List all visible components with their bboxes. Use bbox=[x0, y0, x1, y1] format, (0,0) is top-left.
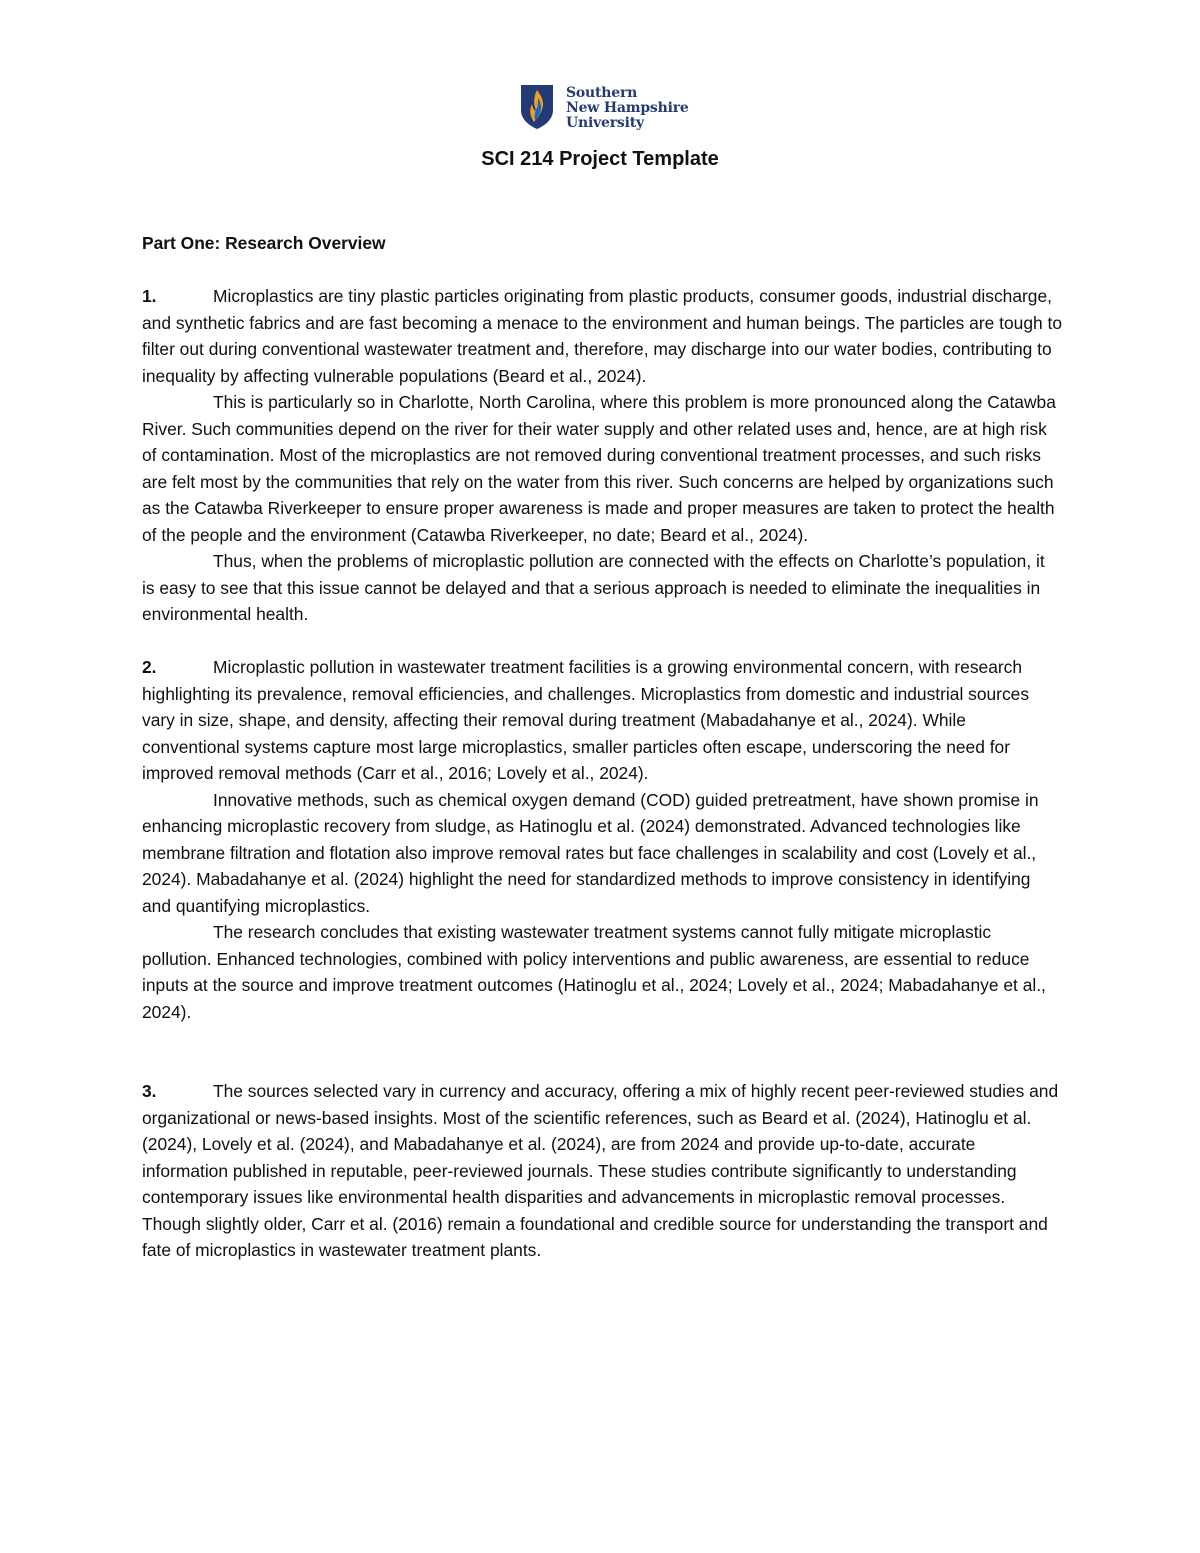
document-title: SCI 214 Project Template bbox=[481, 148, 719, 170]
part-one-heading: Part One: Research Overview bbox=[142, 233, 386, 253]
logo-line-3: University bbox=[566, 115, 644, 131]
section-2-paragraph-2: Innovative methods, such as chemical oxygen demand (COD) guided pretreatment, have shown promise in enhancing microplastic recovery from sludge, as Hatinoglu et al. (2024) demonstrated. Advanced technologies like membrane filtration and flotation also improve removal rates but face challenges in scalability and cost (Lovely et al., 2024). Mabadahanye et al. (2024) highlight the need for standardized methods to improve consistency in identifying and quantifying microplastics. bbox=[142, 789, 1039, 916]
section-3-paragraph-1 bbox=[142, 1078, 1062, 1264]
shield-flame-icon bbox=[520, 84, 554, 130]
paragraph-text: Microplastic pollution in wastewater treatment facilities is a growing environmental concern, with research highlighting its prevalence, removal efficiencies, and challenges. Microplastics from domestic and industrial sources vary in size, shape, and density, affecting their removal during treatment (Mabadahanye et al., 2024). While conventional systems capture most large microplastics, smaller particles often escape, underscoring the need for improved removal methods (Carr et al., 2016; Lovely et al., 2024). bbox=[142, 657, 1030, 783]
section-number: 3. bbox=[142, 1081, 157, 1101]
paragraph-text: The sources selected vary in currency and accuracy, offering a mix of highly recent peer-reviewed studies and organizational or news-based insights. Most of the scientific references, such as Beard et al. (2024), Hatinoglu et al. (2024), Lovely et al. (2024), and Mabadahanye et al. (2024), are from 2024 and provide up-to-date, accurate information published in reputable, peer-reviewed journals. These studies contribute significantly to understanding contemporary issues like environmental health disparities and advancements in microplastic removal processes. Though slightly older, Carr et al. (2016) remain a foundational and credible source for understanding the transport and fate of microplastics in wastewater treatment plants. bbox=[142, 1081, 1059, 1260]
logo-wordmark bbox=[566, 86, 689, 131]
section-number: 1. bbox=[142, 286, 157, 306]
logo-line-2: New Hampshire bbox=[566, 100, 689, 116]
section-2-paragraph-3: The research concludes that existing wastewater treatment systems cannot fully mitigate microplastic pollution. Enhanced technologies, combined with policy interventions and public awareness, are essential to reduce inputs at the source and improve treatment outcomes (Hatinoglu et al., 2024; Lovely et al., 2024; Mabadahanye et al., 2024). bbox=[142, 922, 1046, 1022]
paragraph-text: Microplastics are tiny plastic particles originating from plastic products, consumer goods, industrial discharge, and synthetic fabrics and are fast becoming a menace to the environment and human beings. The particles are tough to filter out during conventional wastewater treatment and, therefore, may discharge into our water bodies, contributing to inequality by affecting vulnerable populations (Beard et al., 2024). bbox=[142, 286, 1063, 386]
section-number: 2. bbox=[142, 657, 157, 677]
section-1-paragraph-2: This is particularly so in Charlotte, North Carolina, where this problem is more pronounced along the Catawba River. Such communities depend on the river for their water supply and other related uses and, hence, are at high risk of contamination. Most of the microplastics are not removed during conventional treatment processes, and such risks are felt most by the communities that rely on the water from this river. Such concerns are helped by organizations such as the Catawba Riverkeeper to ensure proper awareness is made and proper measures are taken to protect the health of the people and the environment (Catawba Riverkeeper, no date; Beard et al., 2024). bbox=[142, 392, 1056, 545]
logo-line-1: Southern bbox=[566, 85, 638, 101]
document-body bbox=[142, 230, 1062, 1264]
section-1-paragraph-1 bbox=[142, 283, 1062, 389]
section-1-paragraph-3: Thus, when the problems of microplastic pollution are connected with the effects on Charlotte’s population, it is easy to see that this issue cannot be delayed and that a serious approach is needed to eliminate the inequalities in environmental health. bbox=[142, 551, 1045, 624]
section-2-paragraph-1 bbox=[142, 654, 1062, 787]
university-logo bbox=[520, 84, 690, 134]
